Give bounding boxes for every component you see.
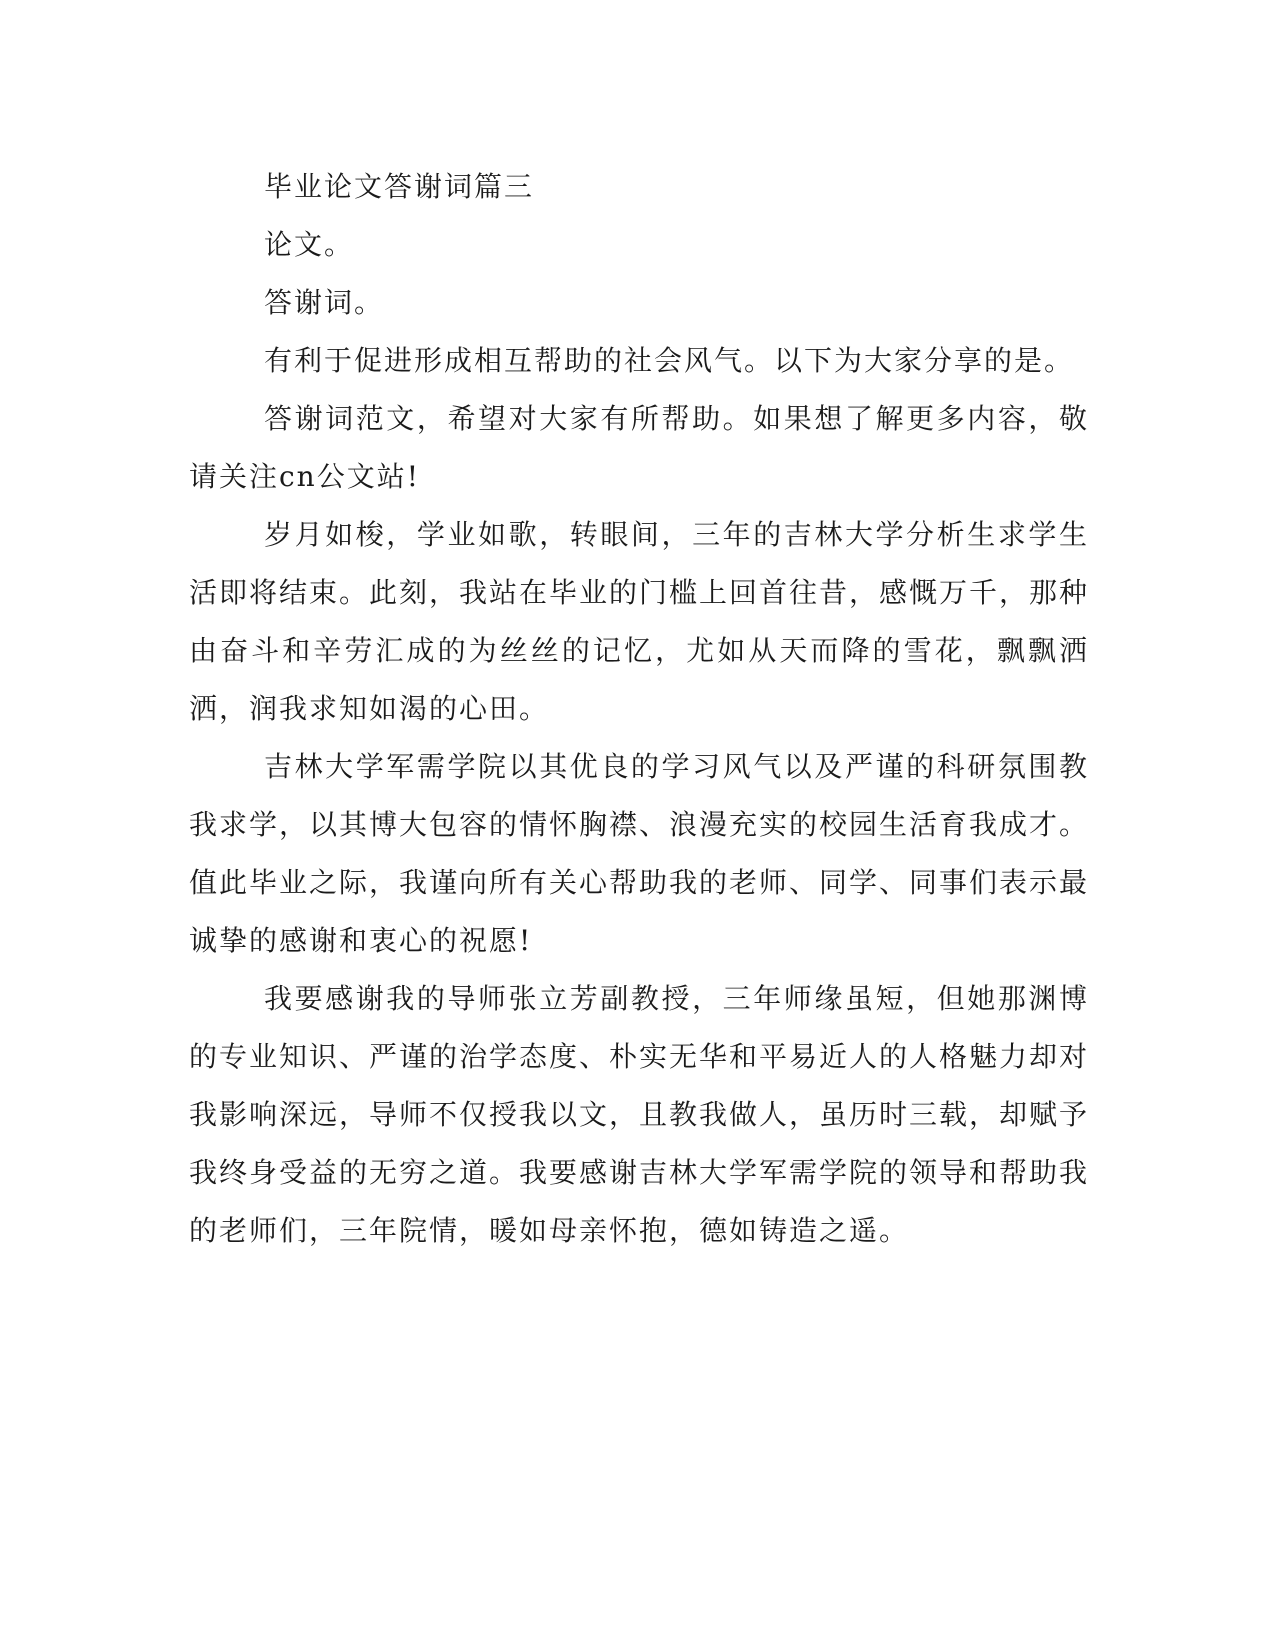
paragraph: 吉林大学军需学院以其优良的学习风气以及严谨的科研氛围教我求学，以其博大包容的情怀胸襟、浪漫充实的校园生活育我成才。值此毕业之际，我谨向所有关心帮助我的老师、同学、同事们表示最诚挚的感谢和衷心的祝愿! bbox=[189, 750, 1090, 957]
paragraph: 论文。 bbox=[264, 228, 355, 261]
document-title: 毕业论文答谢词篇三 bbox=[264, 170, 535, 203]
paragraph: 有利于促进形成相互帮助的社会风气。以下为大家分享的是。 bbox=[264, 344, 1075, 377]
paragraph: 答谢词范文，希望对大家有所帮助。如果想了解更多内容，敬请关注cn公文站! bbox=[189, 402, 1089, 493]
document-body bbox=[189, 158, 1089, 1260]
paragraph: 岁月如梭，学业如歌，转眼间，三年的吉林大学分析生求学生活即将结束。此刻，我站在毕业的门槛上回首往昔，感慨万千，那种由奋斗和辛劳汇成的为丝丝的记忆，尤如从天而降的雪花，飘飘洒洒，润我求知如渴的心田。 bbox=[189, 518, 1090, 725]
paragraph: 答谢词。 bbox=[264, 286, 385, 319]
paragraph: 我要感谢我的导师张立芳副教授，三年师缘虽短，但她那渊博的专业知识、严谨的治学态度、朴实无华和平易近人的人格魅力却对我影响深远，导师不仅授我以文，且教我做人，虽历时三载，却赋予我终身受益的无穷之道。我要感谢吉林大学军需学院的领导和帮助我的老师们，三年院情，暖如母亲怀抱，德如铸造之遥。 bbox=[189, 982, 1090, 1247]
